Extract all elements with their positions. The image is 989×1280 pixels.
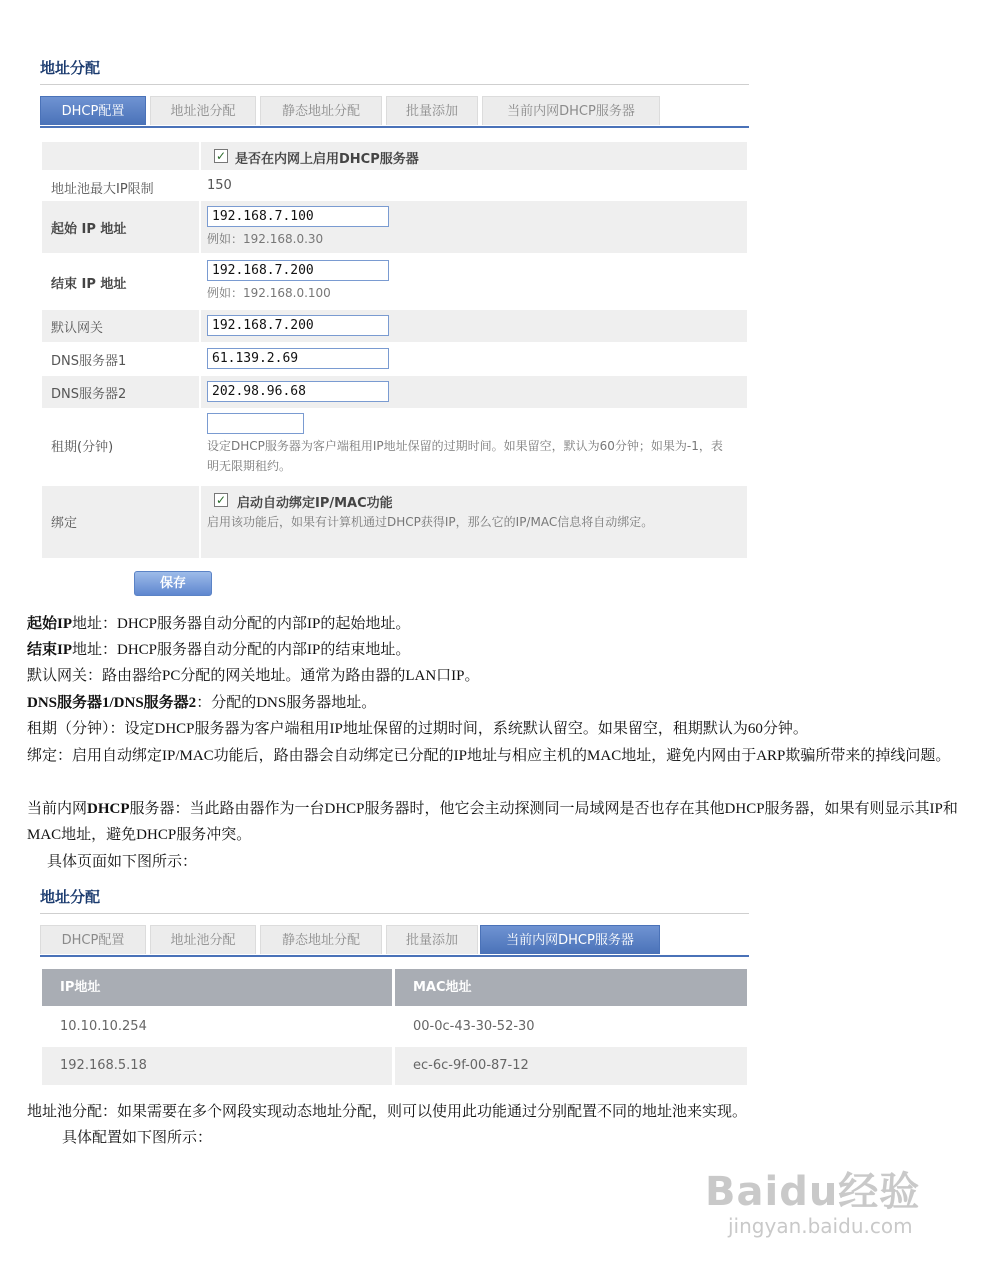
dns2-label: DNS服务器2 xyxy=(51,387,127,402)
baidu-watermark-url: jingyan.baidu.com xyxy=(728,1214,913,1238)
bind-label: 绑定 xyxy=(51,516,78,531)
para-address-pool: 地址池分配：如果需要在多个网段实现动态地址分配，则可以使用此功能通过分别配置不同的地址池来实现。 xyxy=(27,1104,748,1120)
bind-row xyxy=(42,486,747,558)
start-ip-row xyxy=(42,201,747,253)
lease-input[interactable] xyxy=(207,413,304,434)
para-current-dhcp: 当前内网DHCP服务器：当此路由器作为一台DHCP服务器时，他它会主动探测同一局域网是否也存在其他DHCP服务器，如果有则显示其IP和MAC地址，避免DHCP服务冲突。 xyxy=(27,801,958,843)
tab-bar xyxy=(40,96,749,128)
lease-hint: 设定DHCP服务器为客户端租用IP地址保留的过期时间。如果留空，默认为60分钟；如果为-1，表明无限期租约。 xyxy=(207,439,723,473)
row2-mac: ec-6c-9f-00-87-12 xyxy=(395,1047,747,1085)
dns2-row xyxy=(42,376,747,408)
start-ip-hint: 例如：192.168.0.30 xyxy=(207,232,324,246)
tab-current-dhcp-servers-2[interactable]: 当前内网DHCP服务器 xyxy=(480,925,660,954)
para-lease: 租期（分钟）：设定DHCP服务器为客户端租用IP地址保留的过期时间，系统默认留空。如果留空，租期默认为60分钟。 xyxy=(27,721,808,737)
para-bind: 绑定：启用自动绑定IP/MAC功能后，路由器会自动绑定已分配的IP地址与相应主机的MAC地址，避免内网由于ARP欺骗所带来的掉线问题。 xyxy=(27,748,951,764)
max-ip-row xyxy=(42,172,747,200)
title-divider xyxy=(40,84,749,85)
bind-checkbox[interactable]: ✓ xyxy=(215,493,227,507)
gateway-input[interactable]: 192.168.7.200 xyxy=(207,315,389,336)
para-gateway: 默认网关：路由器给PC分配的网关地址。通常为路由器的LAN口IP。 xyxy=(27,668,480,684)
para-end-ip: 结束IP地址：DHCP服务器自动分配的内部IP的结束地址。 xyxy=(27,642,411,658)
gateway-label: 默认网关 xyxy=(51,321,104,336)
dns1-input[interactable]: 61.139.2.69 xyxy=(207,348,389,369)
end-ip-label: 结束 IP 地址 xyxy=(51,277,127,292)
lease-label: 租期(分钟) xyxy=(51,440,114,455)
tab-bar-2 xyxy=(40,925,749,957)
row1-ip: 10.10.10.254 xyxy=(60,1019,147,1034)
header-mac: MAC地址 xyxy=(395,969,747,1006)
tab-batch-add[interactable]: 批量添加 xyxy=(386,96,478,125)
para-config-intro: 具体配置如下图所示： xyxy=(62,1130,213,1146)
tab-current-dhcp-servers[interactable]: 当前内网DHCP服务器 xyxy=(482,96,660,125)
tab-dhcp-config-2[interactable]: DHCP配置 xyxy=(40,925,146,954)
tab-address-pool-2[interactable]: 地址池分配 xyxy=(150,925,256,954)
row2-ip: 192.168.5.18 xyxy=(42,1047,392,1085)
bind-hint: 启用该功能后，如果有计算机通过DHCP获得IP，那么它的IP/MAC信息将自动绑定。 xyxy=(207,515,654,529)
save-button[interactable]: 保存 xyxy=(134,571,212,596)
end-ip-hint: 例如：192.168.0.100 xyxy=(207,286,331,300)
dns1-row xyxy=(42,343,747,375)
para-start-ip: 起始IP地址：DHCP服务器自动分配的内部IP的起始地址。 xyxy=(27,616,411,632)
header-ip: IP地址 xyxy=(42,969,392,1006)
tab-dhcp-config[interactable]: DHCP配置 xyxy=(40,96,146,125)
enable-dhcp-label: 是否在内网上启用DHCP服务器 xyxy=(235,152,419,167)
tab-batch-add-2[interactable]: 批量添加 xyxy=(386,925,478,954)
tab-address-pool[interactable]: 地址池分配 xyxy=(150,96,256,125)
section2-title: 地址分配 xyxy=(40,888,101,906)
lease-row xyxy=(42,410,747,482)
end-ip-input[interactable]: 192.168.7.200 xyxy=(207,260,389,281)
tab-static-address-2[interactable]: 静态地址分配 xyxy=(260,925,382,954)
dhcp-server-table xyxy=(42,969,747,1085)
gateway-row xyxy=(42,310,747,342)
baidu-watermark-logo: Baidu经验 xyxy=(705,1169,921,1215)
para-dns: DNS服务器1/DNS服务器2：分配的DNS服务器地址。 xyxy=(27,695,377,711)
para-page-intro: 具体页面如下图所示： xyxy=(47,854,198,870)
max-ip-value: 150 xyxy=(207,178,232,193)
section1-title: 地址分配 xyxy=(40,59,101,77)
start-ip-input[interactable]: 192.168.7.100 xyxy=(207,206,389,227)
enable-dhcp-row xyxy=(42,142,747,170)
max-ip-label: 地址池最大IP限制 xyxy=(51,182,154,197)
enable-dhcp-checkbox[interactable]: ✓ xyxy=(215,149,227,163)
end-ip-row xyxy=(42,256,747,308)
bind-check-label: 启动自动绑定IP/MAC功能 xyxy=(237,496,393,511)
title-divider-2 xyxy=(40,913,749,914)
tab-static-address[interactable]: 静态地址分配 xyxy=(260,96,382,125)
dns2-input[interactable]: 202.98.96.68 xyxy=(207,381,389,402)
dns1-label: DNS服务器1 xyxy=(51,354,127,369)
row1-mac: 00-0c-43-30-52-30 xyxy=(413,1019,535,1034)
start-ip-label: 起始 IP 地址 xyxy=(51,222,127,237)
